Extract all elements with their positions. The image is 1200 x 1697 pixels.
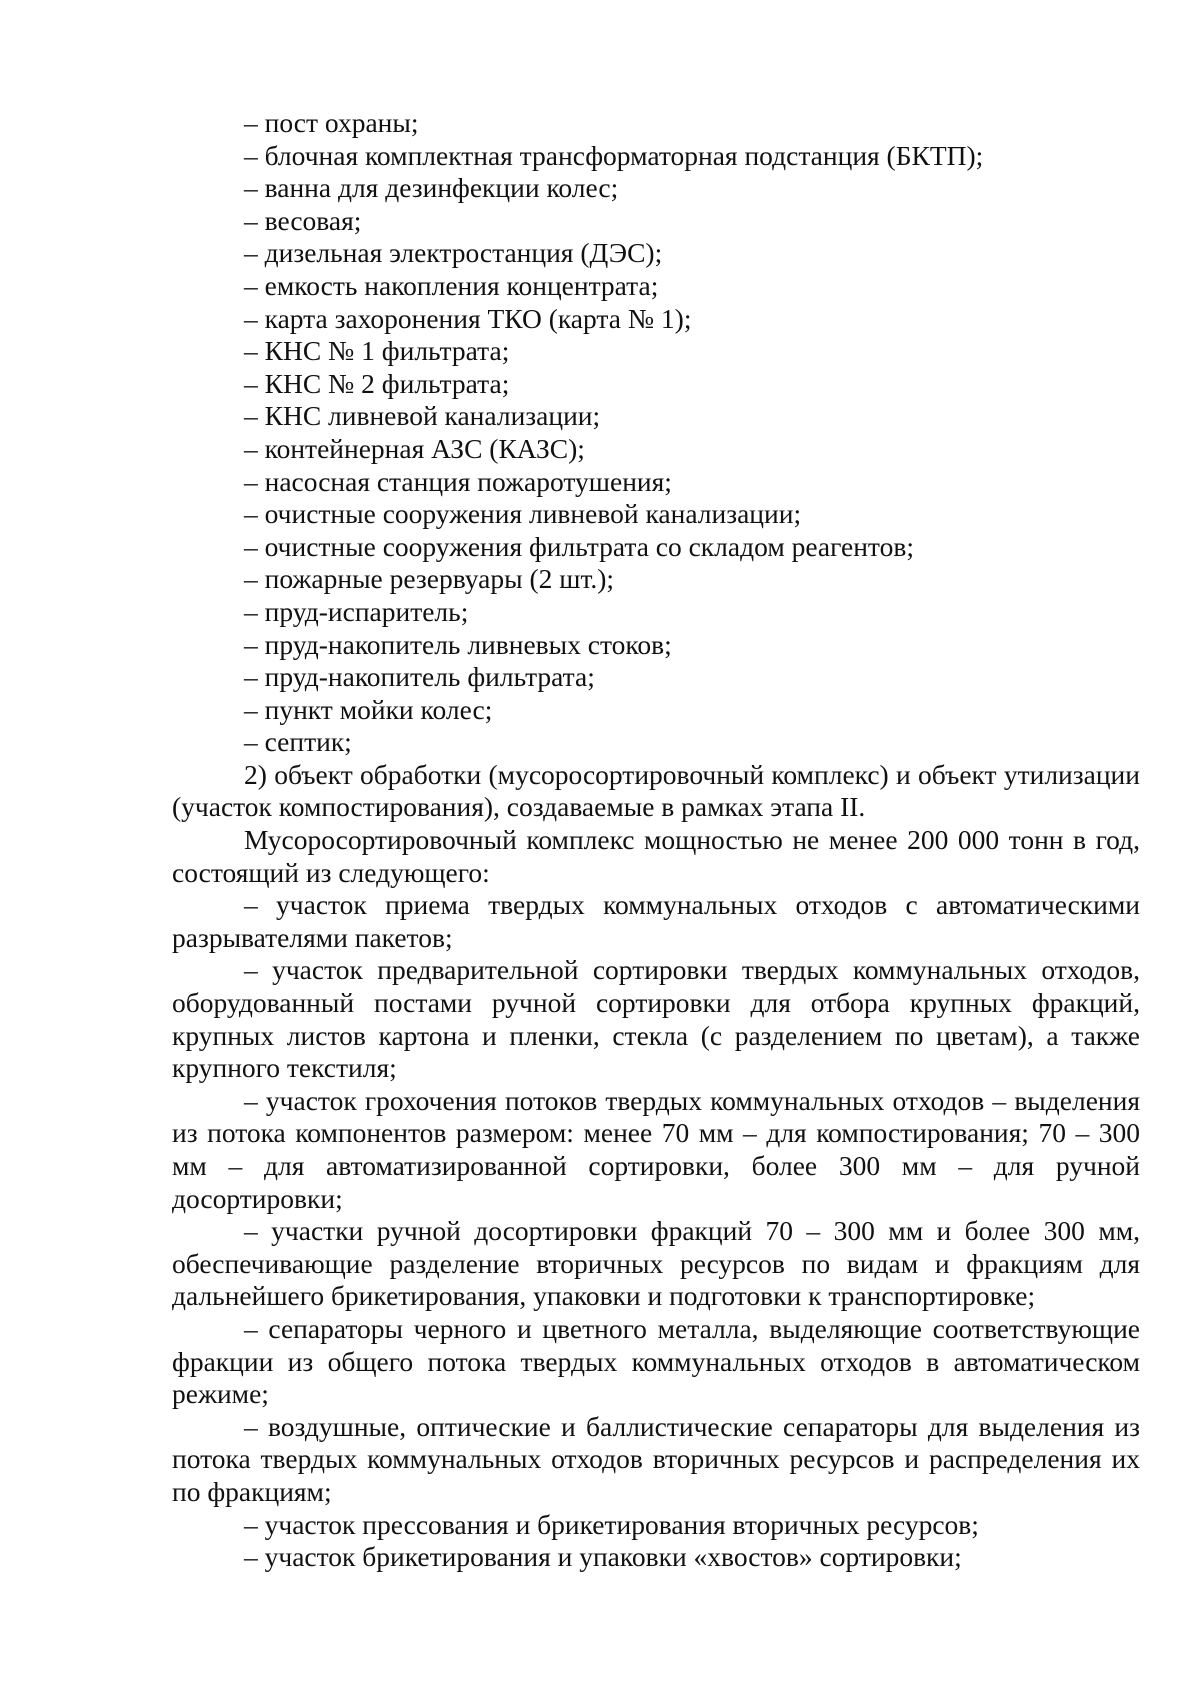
facilities-list [172,107,1140,759]
paragraph-air-optical-separators: – воздушные, оптические и баллистические сепараторы для выделения из потока твердых коммунальных отходов вторичных ресурсов и распределения их по фракциям; [172,1410,1140,1507]
document-page [172,107,1140,1574]
list-item: – КНС № 1 фильтрата; [244,335,510,367]
list-item: – емкость накопления концентрата; [244,269,659,301]
list-item: – блочная комплектная трансформаторная подстанция (БКТП); [244,139,984,171]
list-item: – пруд-накопитель ливневых стоков; [244,628,672,660]
list-item: – насосная станция пожаротушения; [244,465,672,497]
paragraph-reception-area: – участок приема твердых коммунальных отходов с автоматическими разрывателями пакетов; [172,889,1140,953]
list-item: – участок прессования и брикетирования вторичных ресурсов; [244,1508,979,1540]
paragraph-manual-sorting: – участки ручной досортировки фракций 70 – 300 мм и более 300 мм, обеспечивающие разделение вторичных ресурсов по видам и фракциям для дальнейшего брикетирования, упаковки и подготовки к транспортировке; [172,1215,1140,1312]
paragraph-presorting-area: – участок предварительной сортировки твердых коммунальных отходов, оборудованный постами ручной сортировки для отбора крупных фракций, крупных листов картона и пленки, стекла (с разделением по цветам), а также крупного текстиля; [172,954,1140,1084]
list-item: – карта захоронения ТКО (карта № 1); [244,302,692,334]
list-item: – КНС № 2 фильтрата; [244,367,510,399]
list-item: – пруд-испаритель; [244,595,469,627]
list-item: – пруд-накопитель фильтрата; [244,661,595,693]
list-item: – весовая; [244,204,362,236]
list-item: – септик; [244,726,352,758]
paragraph-metal-separators: – сепараторы черного и цветного металла, выделяющие соответствующие фракции из общего потока твердых коммунальных отходов в автоматическом режиме; [172,1312,1140,1410]
list-item: – дизельная электростанция (ДЭС); [244,237,663,269]
list-item: – КНС ливневой канализации; [244,400,601,432]
list-item: – очистные сооружения ливневой канализации; [244,498,802,530]
paragraph-stage-2: 2) объект обработки (мусоросортировочный комплекс) и объект утилизации (участок компостирования), создаваемые в рамках этапа II. [172,758,1140,823]
list-item: – пожарные резервуары (2 шт.); [244,563,615,595]
list-item: – ванна для дезинфекции колес; [244,172,619,204]
list-item: – пункт мойки колес; [244,693,493,725]
list-item: – контейнерная АЗС (КАЗС); [244,432,585,464]
list-item: – участок брикетирования и упаковки «хвостов» сортировки; [244,1541,962,1573]
paragraph-complex-intro: Мусоросортировочный комплекс мощностью не менее 200 000 тонн в год, состоящий из следующего: [172,824,1140,888]
list-item: – очистные сооружения фильтрата со складом реагентов; [244,530,914,562]
list-item: – пост охраны; [244,107,419,138]
paragraph-screening-area: – участок грохочения потоков твердых коммунальных отходов – выделения из потока компонентов размером: менее 70 мм – для компостирования; 70 – 300 мм – для автоматизированной сортировки, более 300 мм – для ручной досортировки; [172,1084,1140,1214]
